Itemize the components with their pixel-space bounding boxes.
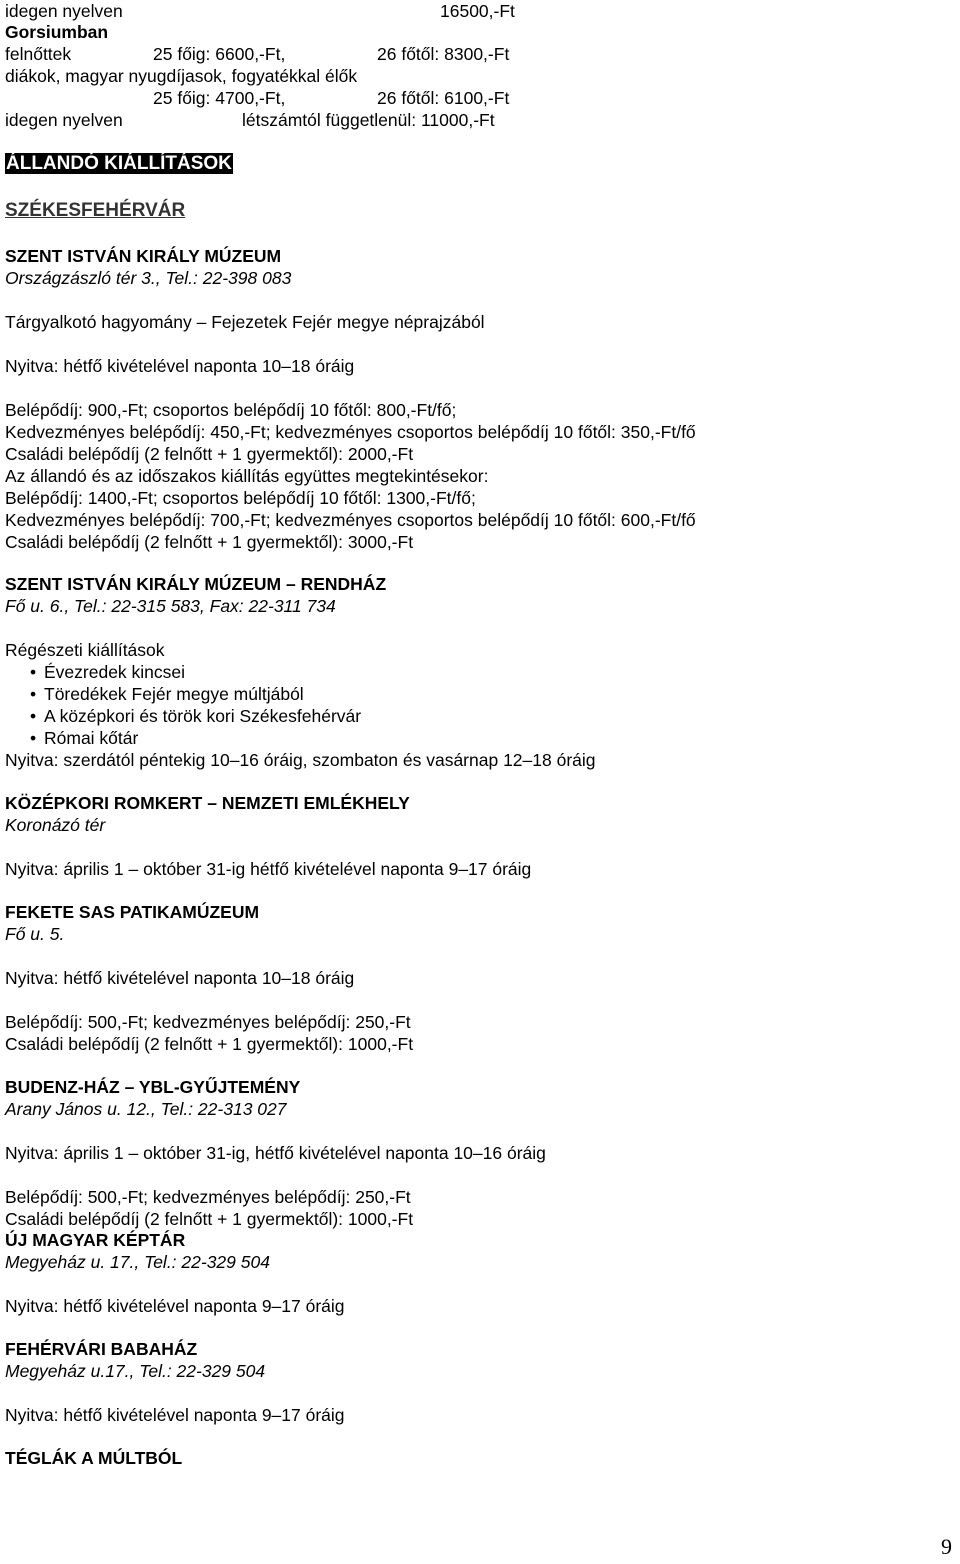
- city-heading: SZÉKESFEHÉRVÁR: [5, 200, 186, 221]
- museum4-address: Fő u. 5.: [5, 924, 65, 944]
- museum3-open: Nyitva: április 1 – október 31-ig hétfő kivételével naponta 9–17 óráig: [5, 859, 532, 879]
- page-number: 9: [941, 1534, 952, 1559]
- museum8-name: TÉGLÁK A MÚLTBÓL: [5, 1448, 183, 1468]
- gorsium-heading: Gorsiumban: [5, 22, 109, 42]
- section-title: ÁLLANDÓ KIÁLLÍTÁSOK: [6, 153, 232, 174]
- museum1-price-1: Belépődíj: 900,-Ft; csoportos belépődíj 10 főtől: 800,-Ft/fő;: [5, 400, 457, 420]
- museum6-address: Megyeház u. 17., Tel.: 22-329 504: [5, 1252, 270, 1272]
- museum5-open: Nyitva: április 1 – október 31-ig, hétfő kivételével naponta 10–16 óráig: [5, 1143, 546, 1163]
- museum3-address: Koronázó tér: [5, 815, 106, 835]
- museum1-price-3: Családi belépődíj (2 felnőtt + 1 gyermektől): 2000,-Ft: [5, 444, 414, 464]
- museum4-open: Nyitva: hétfő kivételével naponta 10–18 óráig: [5, 968, 355, 988]
- museum1-price-4: Az állandó és az időszakos kiállítás együttes megtekintésekor:: [5, 466, 489, 486]
- museum6-open: Nyitva: hétfő kivételével naponta 9–17 óráig: [5, 1296, 345, 1316]
- list-item: • A középkori és török kori Székesfehérvár: [30, 706, 362, 726]
- price-row-foreign-2: idegen nyelven létszámtól függetlenül: 11000,-Ft: [5, 110, 495, 130]
- list-item: • Római kőtár: [30, 728, 139, 748]
- museum1-address: Országzászló tér 3., Tel.: 22-398 083: [5, 268, 292, 288]
- museum5-price-1: Belépődíj: 500,-Ft; kedvezményes belépődíj: 250,-Ft: [5, 1187, 411, 1207]
- museum1-price-7: Családi belépődíj (2 felnőtt + 1 gyermektől): 3000,-Ft: [5, 532, 414, 552]
- museum1-name: SZENT ISTVÁN KIRÁLY MÚZEUM: [5, 246, 282, 266]
- museum6-name: ÚJ MAGYAR KÉPTÁR: [5, 1230, 186, 1250]
- museum2-name: SZENT ISTVÁN KIRÁLY MÚZEUM – RENDHÁZ: [5, 574, 387, 594]
- museum5-name: BUDENZ-HÁZ – YBL-GYŰJTEMÉNY: [5, 1077, 301, 1097]
- price-row-students-label: diákok, magyar nyugdíjasok, fogyatékkal élők: [5, 66, 358, 86]
- list-item: • Töredékek Fejér megye múltjából: [30, 684, 304, 704]
- museum2-open: Nyitva: szerdától péntekig 10–16 óráig, szombaton és vasárnap 12–18 óráig: [5, 750, 596, 770]
- price-row-foreign-1: idegen nyelven 16500,-Ft: [5, 1, 515, 21]
- museum3-name: KÖZÉPKORI ROMKERT – NEMZETI EMLÉKHELY: [5, 793, 410, 813]
- museum1-price-2: Kedvezményes belépődíj: 450,-Ft; kedvezményes csoportos belépődíj 10 főtől: 350,-Ft/fő: [5, 422, 696, 442]
- museum4-name: FEKETE SAS PATIKAMÚZEUM: [5, 902, 260, 922]
- museum1-price-5: Belépődíj: 1400,-Ft; csoportos belépődíj 10 főtől: 1300,-Ft/fő;: [5, 488, 476, 508]
- price-row-adults: felnőttek 25 főig: 6600,-Ft, 26 főtől: 8300,-Ft: [5, 44, 510, 64]
- museum1-price-6: Kedvezményes belépődíj: 700,-Ft; kedvezményes csoportos belépődíj 10 főtől: 600,-Ft/fő: [5, 510, 696, 530]
- bullet-icon: •: [30, 662, 37, 682]
- bullet-icon: •: [30, 684, 37, 704]
- museum7-address: Megyeház u.17., Tel.: 22-329 504: [5, 1361, 266, 1381]
- bullet-icon: •: [30, 728, 37, 748]
- museum7-open: Nyitva: hétfő kivételével naponta 9–17 óráig: [5, 1405, 345, 1425]
- list-item: • Évezredek kincsei: [30, 662, 186, 682]
- museum5-address: Arany János u. 12., Tel.: 22-313 027: [5, 1099, 287, 1119]
- museum2-heading: Régészeti kiállítások: [5, 640, 165, 660]
- museum2-address: Fő u. 6., Tel.: 22-315 583, Fax: 22-311 734: [5, 596, 336, 616]
- museum7-name: FEHÉRVÁRI BABAHÁZ: [5, 1339, 198, 1359]
- museum4-price-1: Belépődíj: 500,-Ft; kedvezményes belépődíj: 250,-Ft: [5, 1012, 411, 1032]
- bullet-icon: •: [30, 706, 37, 726]
- museum4-price-2: Családi belépődíj (2 felnőtt + 1 gyermektől): 1000,-Ft: [5, 1034, 414, 1054]
- museum1-open: Nyitva: hétfő kivételével naponta 10–18 óráig: [5, 356, 355, 376]
- museum1-exhibit: Tárgyalkotó hagyomány – Fejezetek Fejér megye néprajzából: [5, 312, 485, 332]
- museum5-price-2: Családi belépődíj (2 felnőtt + 1 gyermektől): 1000,-Ft: [5, 1209, 414, 1229]
